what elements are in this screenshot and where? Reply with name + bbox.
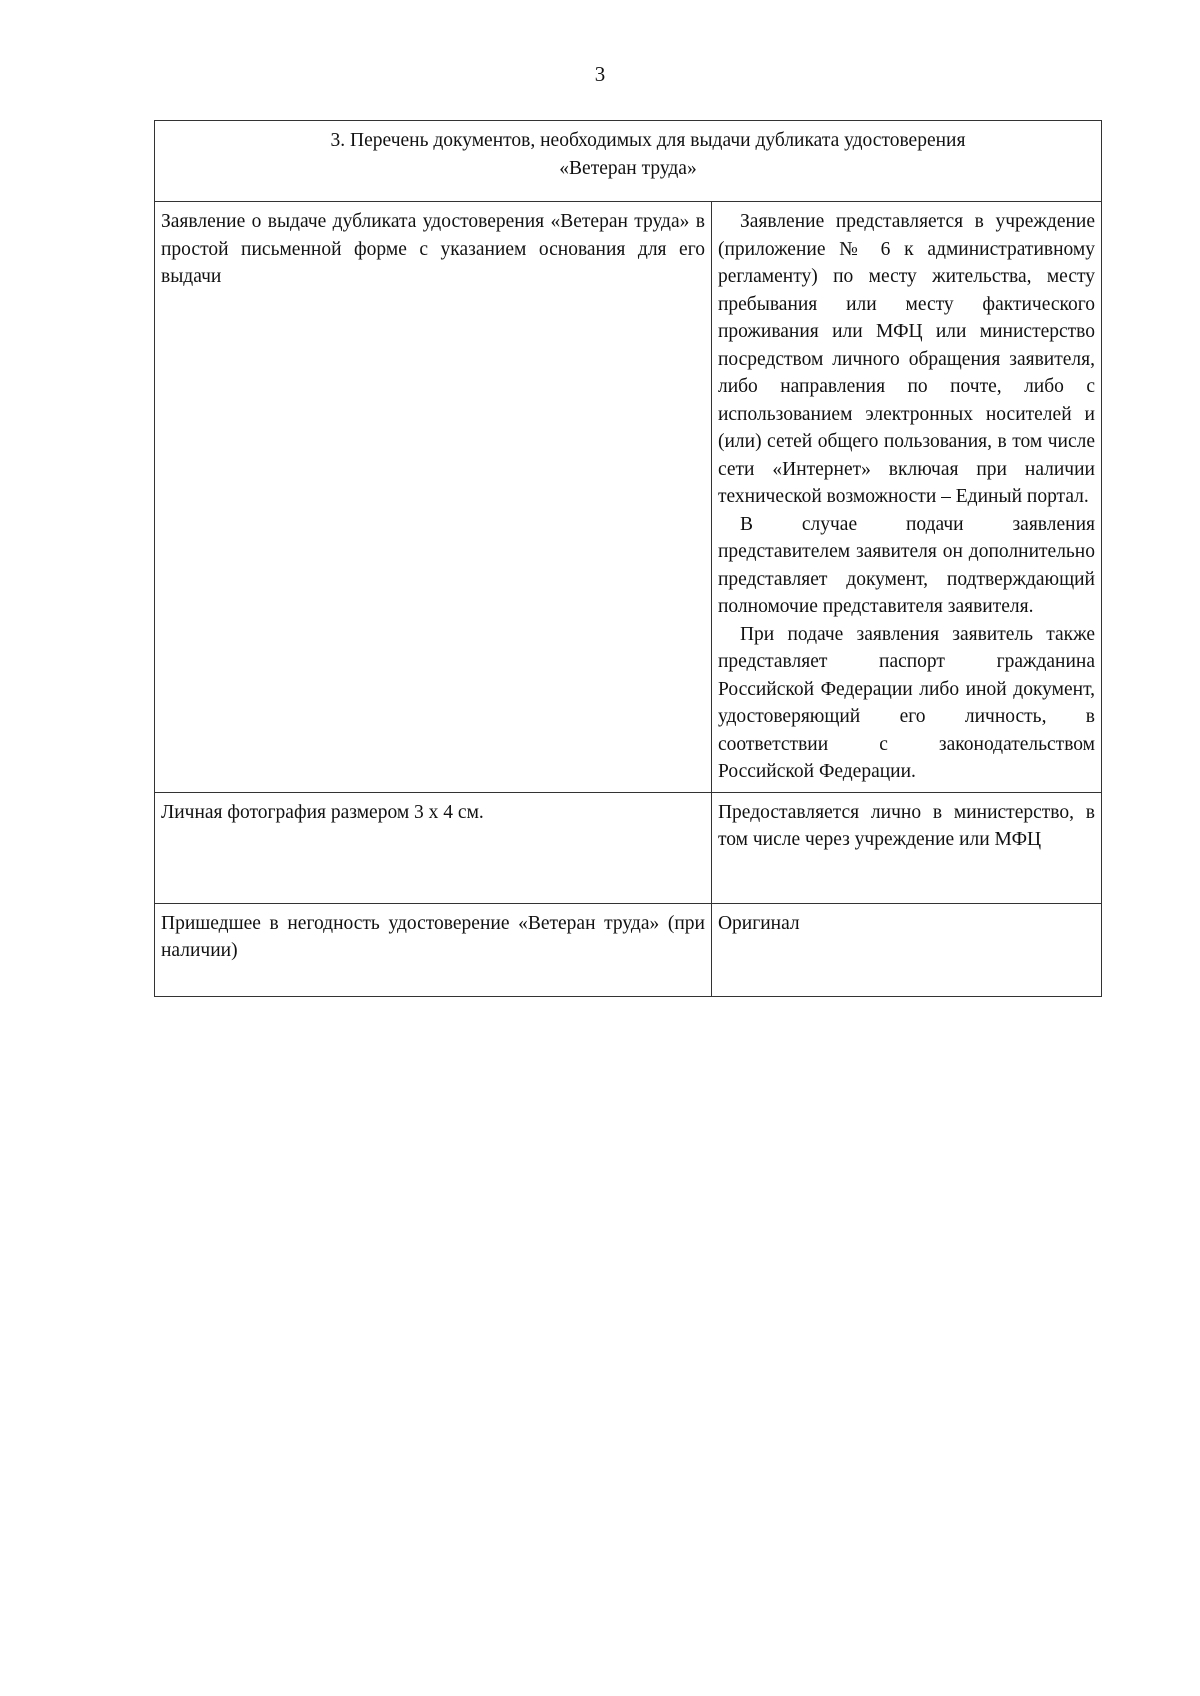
table-row [155,202,1102,793]
submission-method-cell [711,202,1101,793]
submission-paragraph: Заявление представляется в учреждение (приложение № 6 к административному регламенту) по месту жительства, месту пребывания или месту фактического проживания или МФЦ или министерство посредством личного обращения заявителя, либо направления по почте, либо с использованием электронных носителей и (или) сетей общего пользования, в том числе сети «Интернет» включая при наличии технической возможности – Единый портал. [717,211,1095,507]
table-row [155,903,1102,996]
document-name-cell: Заявление о выдаче дубликата удостоверения «Ветеран труда» в простой письменной форме с указанием основания для его выдачи [155,202,712,793]
submission-method-cell: Предоставляется лично в министерство, в том числе через учреждение или МФЦ [711,792,1101,903]
submission-paragraph: При подаче заявления заявитель также представляет паспорт гражданина Российской Федерации либо иной документ, удостоверяющий его личность, в соответствии с законодательством Российской Федерации. [717,623,1095,782]
table-heading [155,121,1102,202]
table-row [155,792,1102,903]
submission-method-cell: Оригинал [711,903,1101,996]
document-name-cell: Пришедшее в негодность удостоверение «Ветеран труда» (при наличии) [155,903,712,996]
document-name-cell: Личная фотография размером 3 х 4 см. [155,792,712,903]
page-number: 3 [594,62,606,86]
submission-paragraph: В случае подачи заявления представителем заявителя он дополнительно представляет документ, подтверждающий полномочие представителя заявителя. [717,513,1095,617]
documents-table [154,120,1102,997]
table-heading-line-2: «Ветеран труда» [559,157,697,179]
table-heading-line-1: 3. Перечень документов, необходимых для выдачи дубликата удостоверения [330,130,966,151]
table-heading-row [155,121,1102,202]
